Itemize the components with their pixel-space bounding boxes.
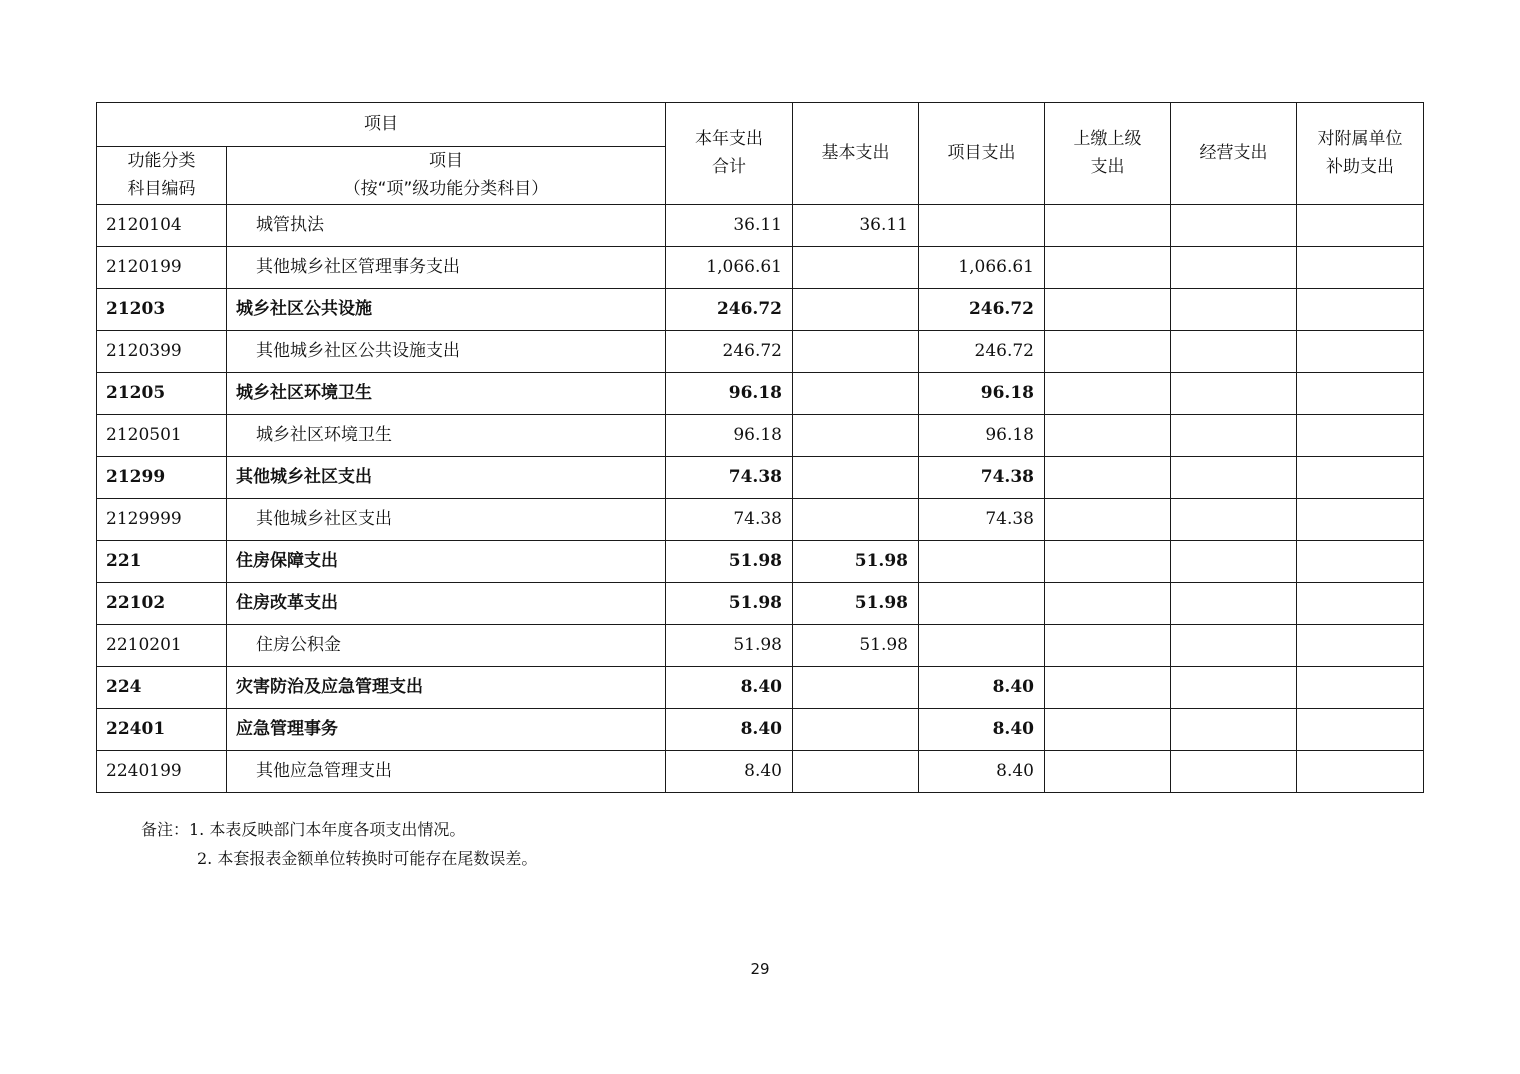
table-row	[97, 289, 1424, 331]
header-operating: 经营支出	[1171, 103, 1297, 205]
table-body	[97, 205, 1424, 793]
header-group-title: 项目	[97, 103, 666, 147]
cell-project: 246.72	[919, 331, 1045, 373]
cell-subsidy	[1297, 751, 1424, 793]
cell-basic: 36.11	[793, 205, 919, 247]
cell-name: 其他城乡社区支出	[227, 457, 666, 499]
cell-code: 22102	[97, 583, 227, 625]
cell-code: 221	[97, 541, 227, 583]
cell-project: 8.40	[919, 667, 1045, 709]
cell-total: 51.98	[666, 541, 793, 583]
cell-project	[919, 205, 1045, 247]
cell-name: 城管执法	[227, 205, 666, 247]
table-row	[97, 667, 1424, 709]
header-project: 项目支出	[919, 103, 1045, 205]
cell-code: 2120501	[97, 415, 227, 457]
cell-operating	[1171, 331, 1297, 373]
cell-operating	[1171, 709, 1297, 751]
cell-total: 246.72	[666, 331, 793, 373]
cell-name: 灾害防治及应急管理支出	[227, 667, 666, 709]
table-row	[97, 709, 1424, 751]
cell-basic	[793, 415, 919, 457]
table-row	[97, 457, 1424, 499]
cell-remit	[1045, 373, 1171, 415]
table-row	[97, 541, 1424, 583]
cell-code: 2210201	[97, 625, 227, 667]
cell-basic: 51.98	[793, 583, 919, 625]
cell-remit	[1045, 541, 1171, 583]
note-line-2: 2. 本套报表金额单位转换时可能存在尾数误差。	[197, 849, 538, 868]
cell-name: 应急管理事务	[227, 709, 666, 751]
cell-name: 其他城乡社区公共设施支出	[227, 331, 666, 373]
cell-name: 其他城乡社区支出	[227, 499, 666, 541]
cell-basic	[793, 499, 919, 541]
cell-remit	[1045, 457, 1171, 499]
cell-total: 96.18	[666, 373, 793, 415]
cell-operating	[1171, 457, 1297, 499]
cell-code: 2120399	[97, 331, 227, 373]
header-remit: 上缴上级 支出	[1045, 103, 1171, 205]
cell-total: 246.72	[666, 289, 793, 331]
cell-name: 住房改革支出	[227, 583, 666, 625]
cell-subsidy	[1297, 709, 1424, 751]
table-row	[97, 583, 1424, 625]
cell-subsidy	[1297, 541, 1424, 583]
table-row	[97, 415, 1424, 457]
cell-total: 74.38	[666, 499, 793, 541]
cell-code: 21205	[97, 373, 227, 415]
cell-code: 2240199	[97, 751, 227, 793]
cell-remit	[1045, 289, 1171, 331]
header-name: 项目 （按“项”级功能分类科目）	[227, 147, 666, 205]
cell-remit	[1045, 499, 1171, 541]
cell-total: 51.98	[666, 583, 793, 625]
cell-remit	[1045, 583, 1171, 625]
cell-basic: 51.98	[793, 541, 919, 583]
cell-project: 8.40	[919, 709, 1045, 751]
cell-project: 8.40	[919, 751, 1045, 793]
cell-remit	[1045, 415, 1171, 457]
cell-code: 22401	[97, 709, 227, 751]
cell-subsidy	[1297, 457, 1424, 499]
cell-operating	[1171, 667, 1297, 709]
cell-operating	[1171, 541, 1297, 583]
cell-basic: 51.98	[793, 625, 919, 667]
cell-project: 96.18	[919, 415, 1045, 457]
cell-code: 21299	[97, 457, 227, 499]
cell-operating	[1171, 499, 1297, 541]
cell-subsidy	[1297, 289, 1424, 331]
cell-subsidy	[1297, 415, 1424, 457]
cell-remit	[1045, 625, 1171, 667]
table-row	[97, 373, 1424, 415]
cell-total: 8.40	[666, 709, 793, 751]
notes	[141, 815, 537, 873]
cell-basic	[793, 667, 919, 709]
cell-operating	[1171, 625, 1297, 667]
table-row	[97, 625, 1424, 667]
cell-basic	[793, 457, 919, 499]
table-row	[97, 499, 1424, 541]
cell-remit	[1045, 247, 1171, 289]
table-row	[97, 751, 1424, 793]
cell-subsidy	[1297, 625, 1424, 667]
cell-code: 224	[97, 667, 227, 709]
page-number: 29	[750, 960, 770, 978]
header-basic: 基本支出	[793, 103, 919, 205]
header-total: 本年支出 合计	[666, 103, 793, 205]
cell-code: 2120104	[97, 205, 227, 247]
cell-remit	[1045, 709, 1171, 751]
cell-basic	[793, 709, 919, 751]
cell-operating	[1171, 751, 1297, 793]
cell-subsidy	[1297, 205, 1424, 247]
cell-name: 其他城乡社区管理事务支出	[227, 247, 666, 289]
cell-subsidy	[1297, 499, 1424, 541]
cell-operating	[1171, 289, 1297, 331]
cell-basic	[793, 373, 919, 415]
cell-project: 74.38	[919, 457, 1045, 499]
cell-name: 城乡社区环境卫生	[227, 415, 666, 457]
cell-project	[919, 583, 1045, 625]
cell-operating	[1171, 373, 1297, 415]
cell-project: 96.18	[919, 373, 1045, 415]
cell-basic	[793, 289, 919, 331]
table-row	[97, 247, 1424, 289]
cell-subsidy	[1297, 583, 1424, 625]
note-line-1: 备注：1. 本表反映部门本年度各项支出情况。	[141, 820, 466, 839]
table-row	[97, 331, 1424, 373]
cell-code: 2129999	[97, 499, 227, 541]
cell-total: 51.98	[666, 625, 793, 667]
cell-remit	[1045, 751, 1171, 793]
cell-project: 74.38	[919, 499, 1045, 541]
cell-total: 1,066.61	[666, 247, 793, 289]
cell-total: 8.40	[666, 751, 793, 793]
cell-basic	[793, 331, 919, 373]
cell-basic	[793, 247, 919, 289]
cell-project	[919, 541, 1045, 583]
cell-remit	[1045, 205, 1171, 247]
cell-remit	[1045, 667, 1171, 709]
cell-operating	[1171, 415, 1297, 457]
expenditure-table	[96, 102, 1424, 793]
cell-subsidy	[1297, 667, 1424, 709]
cell-subsidy	[1297, 373, 1424, 415]
cell-project	[919, 625, 1045, 667]
cell-name: 住房保障支出	[227, 541, 666, 583]
cell-total: 36.11	[666, 205, 793, 247]
cell-total: 96.18	[666, 415, 793, 457]
cell-name: 城乡社区环境卫生	[227, 373, 666, 415]
cell-code: 21203	[97, 289, 227, 331]
cell-operating	[1171, 583, 1297, 625]
cell-subsidy	[1297, 331, 1424, 373]
cell-total: 8.40	[666, 667, 793, 709]
cell-remit	[1045, 331, 1171, 373]
cell-project: 1,066.61	[919, 247, 1045, 289]
cell-name: 其他应急管理支出	[227, 751, 666, 793]
table-row	[97, 205, 1424, 247]
cell-subsidy	[1297, 247, 1424, 289]
cell-code: 2120199	[97, 247, 227, 289]
header-subsidy: 对附属单位 补助支出	[1297, 103, 1424, 205]
cell-name: 住房公积金	[227, 625, 666, 667]
cell-total: 74.38	[666, 457, 793, 499]
header-code: 功能分类 科目编码	[97, 147, 227, 205]
cell-basic	[793, 751, 919, 793]
cell-project: 246.72	[919, 289, 1045, 331]
cell-operating	[1171, 247, 1297, 289]
cell-name: 城乡社区公共设施	[227, 289, 666, 331]
cell-operating	[1171, 205, 1297, 247]
